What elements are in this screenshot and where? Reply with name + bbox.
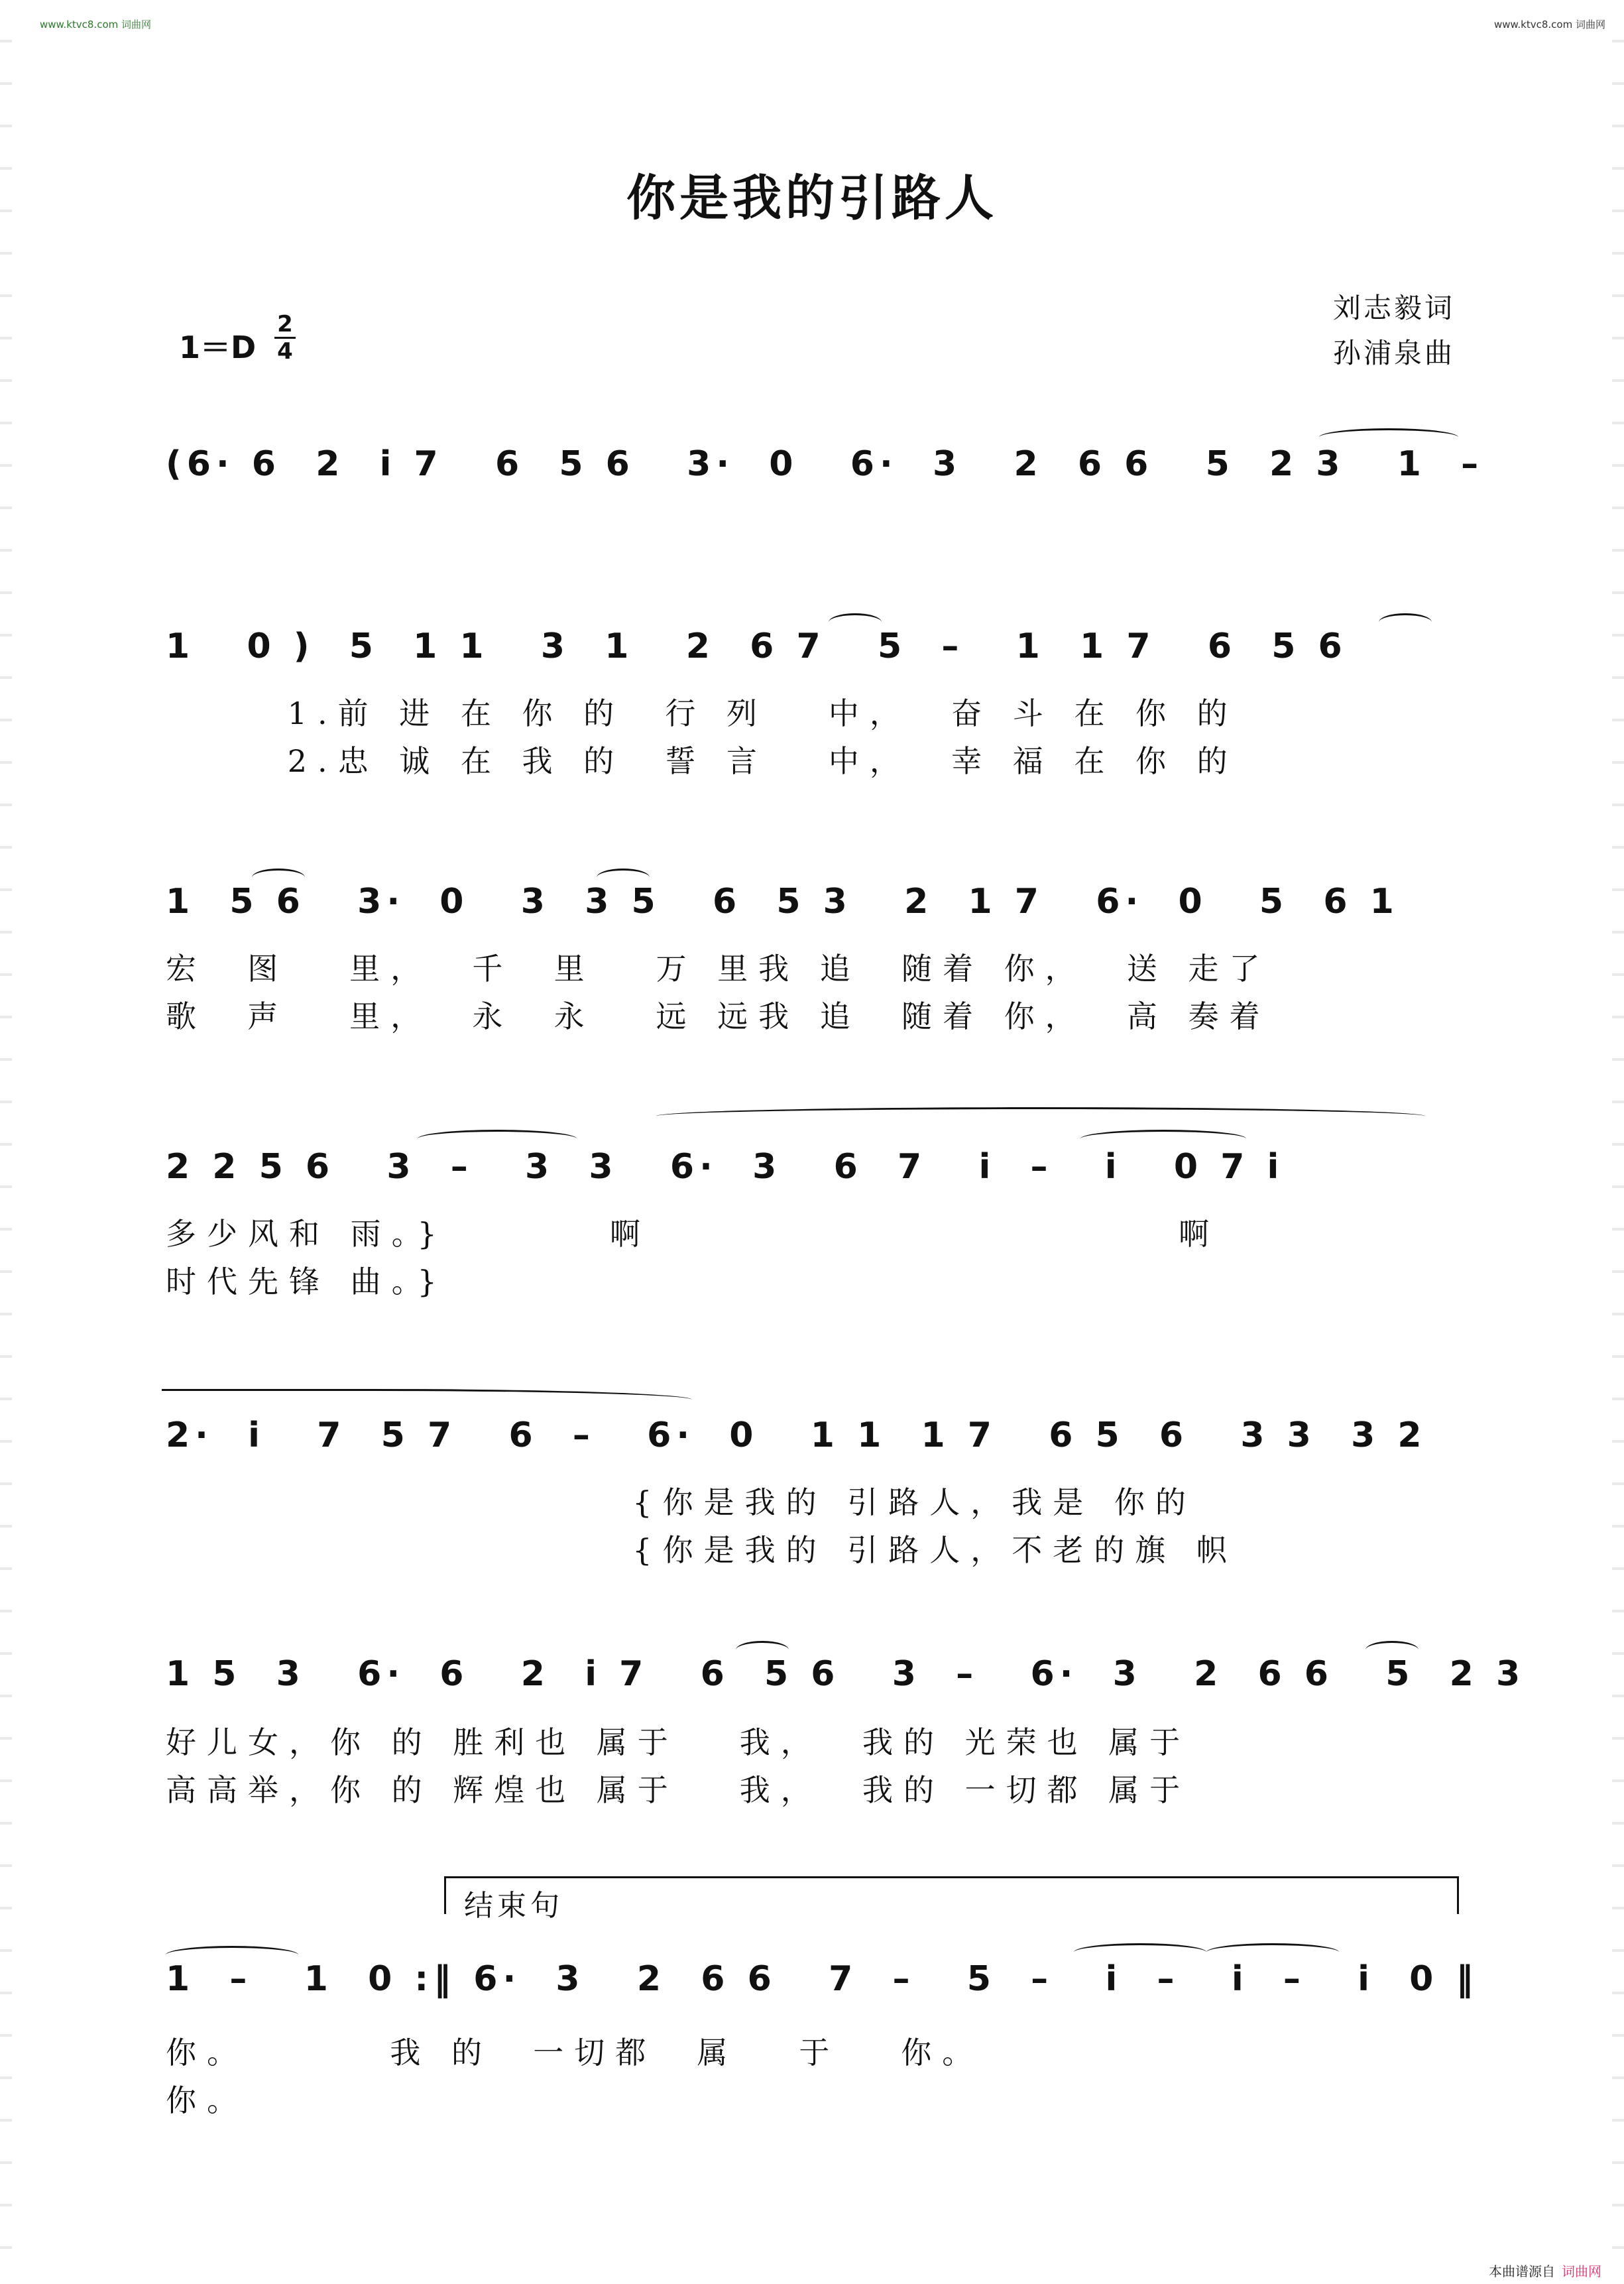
lyrics-verse-1: 好儿女，你 的 胜利也 属于 我， 我的 光荣也 属于 xyxy=(166,1724,1191,1760)
time-signature-top: 2 xyxy=(277,311,293,337)
ending-label: 结束句 xyxy=(464,1889,563,1923)
composer-credit: 孙浦泉曲 xyxy=(1332,337,1455,369)
lyrics-verse-1: 你。 我 的 一切都 属 于 你。 xyxy=(166,2035,984,2071)
notation-line: 1 5 6 3· 0 3 3 5 6 5 3 2 1 7 6· 0 5 6 1 xyxy=(166,882,1399,922)
lyrics-verse-1: {你是我的 引路人，我是 你的 xyxy=(166,1484,1196,1520)
tie-arc xyxy=(1206,1943,1339,1961)
tie-arc xyxy=(1080,1130,1246,1148)
key-signature: 1＝D xyxy=(179,330,257,365)
top-right-watermark: www.ktvc8.com 词曲网 xyxy=(1493,19,1605,30)
notation-line: 1 0 ) 5 1 1 3 1 2 6 7 5 – 1 1 7 6 5 6 xyxy=(166,627,1348,666)
lyrics-verse-2: 高高举，你 的 辉煌也 属于 我， 我的 一切都 属于 xyxy=(166,1772,1191,1808)
lyrics-verse-2: {你是我的 引路人，不老的旗 帜 xyxy=(166,1532,1238,1568)
left-margin-strip xyxy=(0,0,12,2284)
lyrics-verse-2: 歌 声 里， 永 永 远 远我 追 随着 你， 高 奏着 xyxy=(166,998,1271,1034)
slur-arc xyxy=(736,1641,789,1659)
notation-line: (6· 6 2 i 7 6 5 6 3· 0 6· 3 2 6 6 5 2 3 1 – xyxy=(166,444,1484,484)
slur-arc xyxy=(252,869,305,886)
lyrics-verse-2: 你。 xyxy=(166,2082,248,2118)
lyrics-verse-1: 宏 图 里， 千 里 万 里我 追 随着 你， 送 走了 xyxy=(166,951,1271,987)
lyrics-verse-2: 2.忠 诚 在 我 的 誓 言 中， 幸 福 在 你 的 xyxy=(166,743,1238,779)
tie-arc xyxy=(1074,1943,1206,1961)
slur-arc xyxy=(829,613,882,631)
slur-arc xyxy=(597,869,650,886)
score-row-5 xyxy=(166,1402,1458,1469)
score-row-4 xyxy=(166,1134,1458,1200)
slur-arc xyxy=(1379,613,1432,631)
ending-bracket xyxy=(444,1876,1459,1914)
lyrics-verse-2: 时代先锋 曲。} xyxy=(166,1264,447,1299)
time-signature xyxy=(272,312,298,364)
right-margin-strip xyxy=(1612,0,1624,2284)
slur-arc xyxy=(1365,1641,1419,1659)
time-signature-bottom: 4 xyxy=(277,338,293,365)
brand-logo-text: 词曲网 xyxy=(1562,2263,1601,2279)
score-row-7 xyxy=(166,1946,1479,2012)
score-row-1 xyxy=(166,431,1484,497)
lyrics-verse-1: 多少风和 雨。} 啊 啊 xyxy=(166,1216,1220,1252)
tie-arc xyxy=(166,1946,298,1964)
notation-line: 2· i 7 5 7 6 – 6· 0 1 1 1 7 6 5 6 3 3 3 2 xyxy=(166,1415,1427,1455)
slur-arc xyxy=(162,1389,692,1407)
bottom-watermark-text: 本曲谱源自 xyxy=(1489,2263,1555,2279)
score-row-6 xyxy=(166,1641,1526,1707)
notation-line: 2 2 5 6 3 – 3 3 6· 3 6 7 i – i 0 7 i xyxy=(166,1147,1285,1187)
song-title: 你是我的引路人 xyxy=(626,170,998,227)
notation-line: 1 – 1 0 :‖ 6· 3 2 6 6 7 – 5 – i – i – i 0 ‖ xyxy=(166,1959,1479,1999)
lyrics-verse-1: 1.前 进 在 你 的 行 列 中， 奋 斗 在 你 的 xyxy=(166,695,1238,731)
score-row-2 xyxy=(166,613,1458,680)
tie-arc xyxy=(1319,428,1458,446)
tie-arc xyxy=(418,1130,577,1148)
top-left-watermark: www.ktvc8.com 词曲网 xyxy=(40,19,152,30)
lyricist-credit: 刘志毅词 xyxy=(1332,292,1455,324)
bottom-watermark xyxy=(1489,2261,1601,2280)
notation-line: 1 5 3 6· 6 2 i 7 6 5 6 3 – 6· 3 2 6 6 5 2 3 xyxy=(166,1654,1526,1694)
slur-arc xyxy=(656,1107,1425,1125)
score-row-3 xyxy=(166,869,1458,935)
